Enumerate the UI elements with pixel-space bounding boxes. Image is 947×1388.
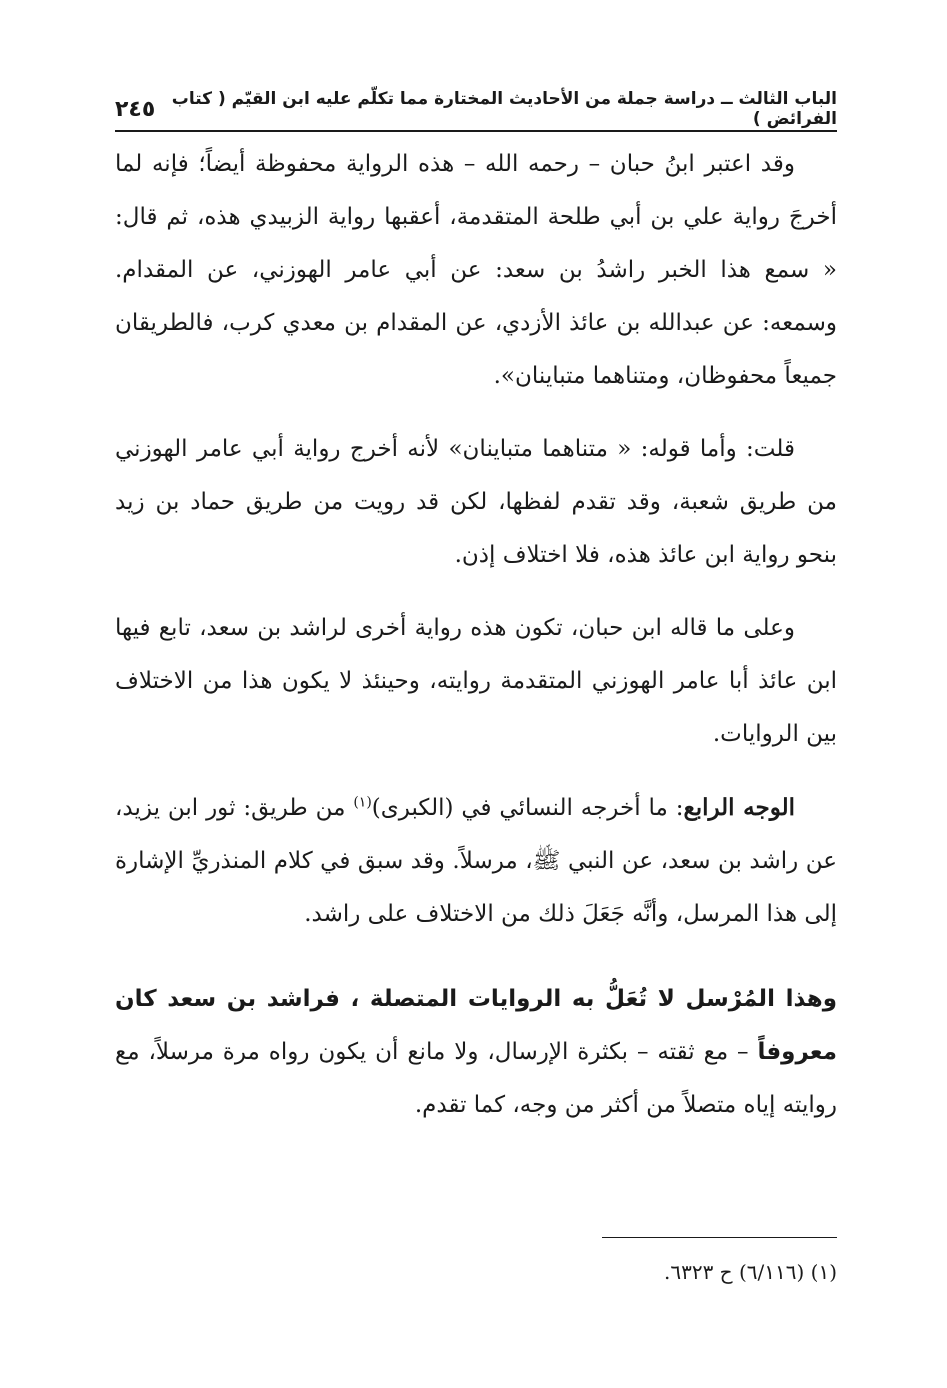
footnote [115, 1252, 837, 1292]
running-header [115, 89, 837, 132]
paragraph-5 [115, 973, 837, 1132]
paragraph-5-text: – مع ثقته – بكثرة الإرسال، ولا مانع أن يكون رواه مرة مرسلاً، مع روايته إياه متصلاً من أكثر من وجه، كما تقدم. [115, 1039, 837, 1118]
paragraph-1: وقد اعتبر ابنُ حبان – رحمه الله – هذه الرواية محفوظة أيضاً؛ فإنه لما أخرجَ رواية علي بن أبي طلحة المتقدمة، أعقبها رواية الزبيدي هذه، ثم قال: « سمع هذا الخبر راشدُ بن سعد: عن أبي عامر الهوزني، عن المقدام. وسمعه: عن عبدالله بن عائذ الأزدي، عن المقدام بن معدي كرب، فالطريقان جميعاً محفوظان، ومتناهما متباينان». [115, 151, 837, 389]
footnote-divider [602, 1237, 837, 1238]
emphasis-text: وهذا المُرْسل لا تُعَلُّ به الروايات المتصلة ، فراشد بن سعد كان معروفاً [115, 986, 837, 1065]
page-number: ٢٤٥ [115, 96, 156, 122]
body-text [115, 138, 837, 1132]
paragraph-3: وعلى ما قاله ابن حبان، تكون هذه رواية أخرى لراشد بن سعد، تابع فيها ابن عائذ أبا عامر الهوزني المتقدمة روايته، وحينئذ لا يكون هذا من الاختلاف بين الروايات. [115, 615, 837, 747]
paragraph-4-text-a: : ما أخرجه النسائي في (الكبرى) [371, 795, 684, 821]
paragraph-2: قلت: وأما قوله: « متناهما متباينان» لأنه أخرج رواية أبي عامر الهوزني من طريق شعبة، وقد تقدم لفظها، لكن قد رويت من طريق حماد بن زيد بنحو رواية ابن عائذ هذه، فلا اختلاف إذن. [115, 436, 837, 568]
footnote-marker: (١) [353, 794, 372, 811]
paragraph-4-text-b: من طريق: ثور ابن يزيد، عن راشد بن سعد، عن النبي ﷺ، مرسلاً. وقد سبق في كلام المنذريِّ الإشارة إلى هذا المرسل، وأنَّه جَعَلَ ذلك من الاختلاف على راشد. [115, 795, 837, 927]
footnote-1: (١) (٦/١١٦) ح ٦٣٢٣. [663, 1260, 837, 1284]
running-title: الباب الثالث ــ دراسة جملة من الأحاديث المختارة مما تكلّم عليه ابن القيّم ( كتاب الفرائض ) [171, 89, 837, 129]
section-lead: الوجه الرابع [683, 794, 795, 821]
paragraph-4 [115, 781, 837, 941]
